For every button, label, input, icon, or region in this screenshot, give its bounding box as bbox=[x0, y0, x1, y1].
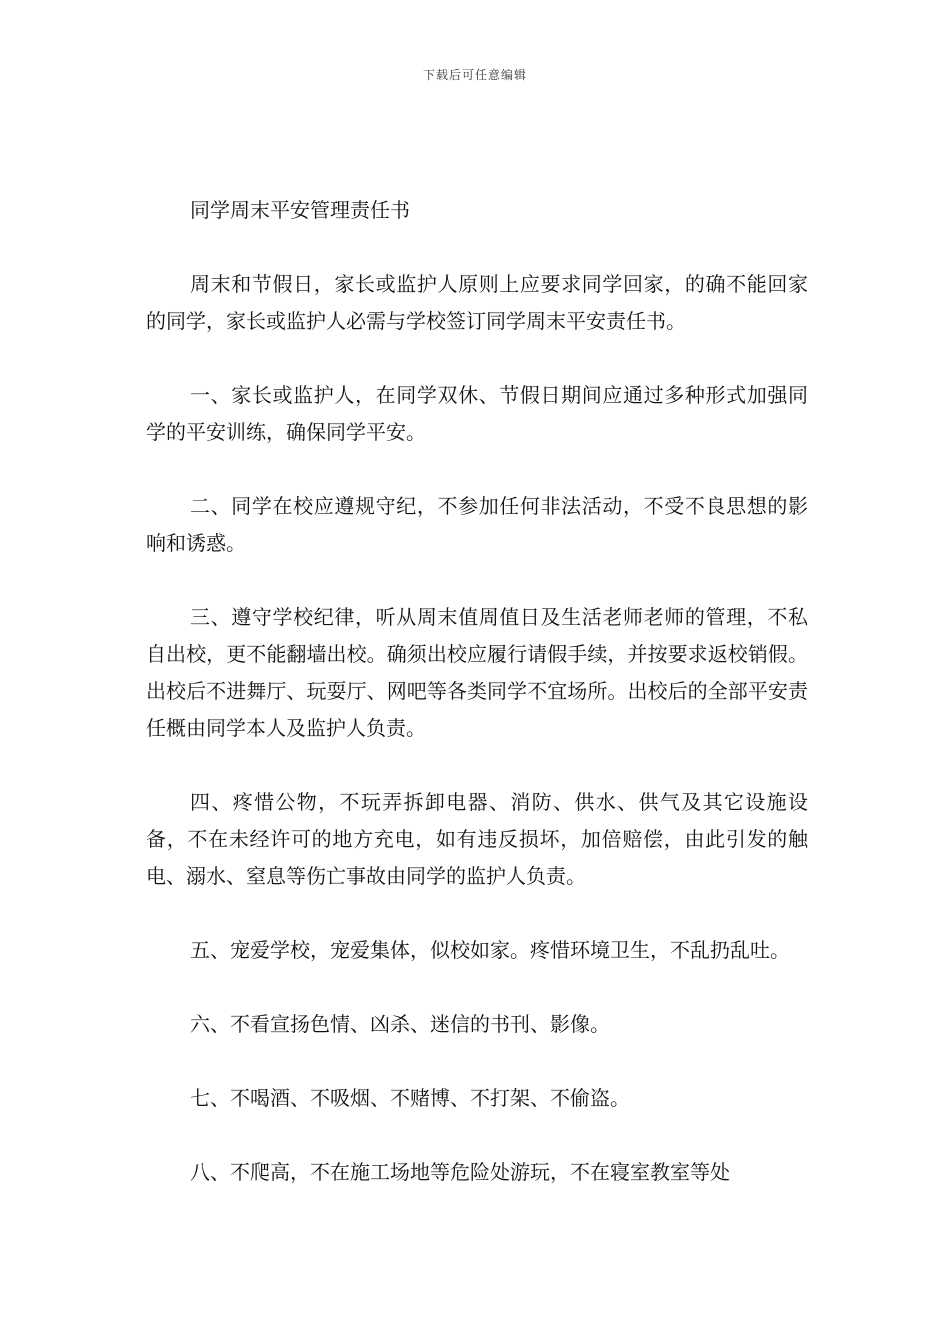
paragraph-intro: 周末和节假日，家长或监护人原则上应要求同学回家，的确不能回家的同学，家长或监护人必需与学校签订同学周末平安责任书。 bbox=[146, 272, 808, 333]
paragraph-item-5: 五、宠爱学校，宠爱集体，似校如家。疼惜环境卫生，不乱扔乱吐。 bbox=[190, 938, 790, 962]
paragraph-item-1: 一、家长或监护人，在同学双休、节假日期间应通过多种形式加强同学的平安训练，确保同学平安。 bbox=[146, 383, 808, 444]
paragraph-item-3: 三、遵守学校纪律，听从周末值周值日及生活老师老师的管理，不私自出校，更不能翻墙出校。确须出校应履行请假手续，并按要求返校销假。出校后不进舞厅、玩耍厅、网吧等各类同学不宜场所。出校后的全部平安责任概由同学本人及监护人负责。 bbox=[146, 605, 808, 740]
paragraph-item-2: 二、同学在校应遵规守纪，不参加任何非法活动，不受不良思想的影响和诱惑。 bbox=[146, 494, 808, 555]
paragraph-item-6: 六、不看宣扬色情、凶杀、迷信的书刊、影像。 bbox=[190, 1012, 610, 1036]
document-body bbox=[146, 192, 808, 1191]
paragraph-item-4: 四、疼惜公物，不玩弄拆卸电器、消防、供水、供气及其它设施设备，不在未经许可的地方充电，如有违反损坏，加倍赔偿，由此引发的触电、溺水、窒息等伤亡事故由同学的监护人负责。 bbox=[146, 790, 808, 888]
paragraph-item-7: 七、不喝酒、不吸烟、不赌博、不打架、不偷盗。 bbox=[190, 1086, 630, 1110]
page-header: 下载后可任意编辑 bbox=[422, 68, 527, 82]
paragraph-item-8: 八、不爬高，不在施工场地等危险处游玩，不在寝室教室等处 bbox=[190, 1160, 730, 1184]
document-title: 同学周末平安管理责任书 bbox=[190, 198, 410, 222]
